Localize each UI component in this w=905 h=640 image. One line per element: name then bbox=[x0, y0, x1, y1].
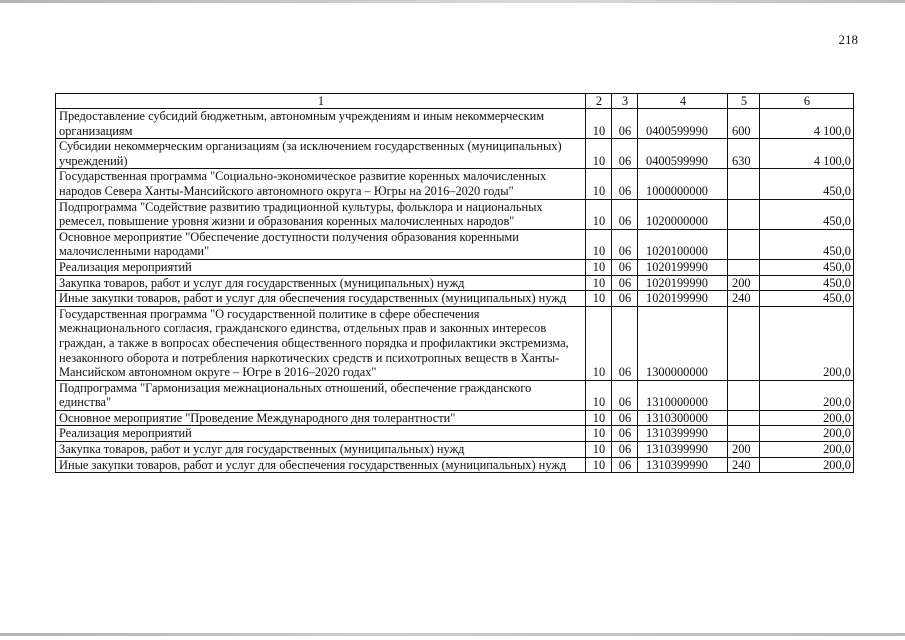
row-section: 10 bbox=[586, 306, 612, 380]
row-description: Реализация мероприятий bbox=[56, 426, 586, 442]
row-subsection: 06 bbox=[612, 457, 638, 473]
row-description: Закупка товаров, работ и услуг для государственных (муниципальных) нужд bbox=[56, 442, 586, 458]
row-subsection: 06 bbox=[612, 169, 638, 199]
row-amount: 450,0 bbox=[760, 275, 854, 291]
row-target-code: 1000000000 bbox=[638, 169, 728, 199]
row-description: Реализация мероприятий bbox=[56, 259, 586, 275]
row-expense-type: 600 bbox=[728, 109, 760, 139]
row-section: 10 bbox=[586, 139, 612, 169]
row-expense-type: 240 bbox=[728, 457, 760, 473]
row-expense-type: 240 bbox=[728, 291, 760, 307]
row-subsection: 06 bbox=[612, 139, 638, 169]
header-col-3: 3 bbox=[612, 94, 638, 109]
row-description: Основное мероприятие "Проведение Международного дня толерантности" bbox=[56, 410, 586, 426]
header-col-1: 1 bbox=[56, 94, 586, 109]
row-target-code: 1310399990 bbox=[638, 442, 728, 458]
row-section: 10 bbox=[586, 229, 612, 259]
header-col-2: 2 bbox=[586, 94, 612, 109]
row-target-code: 1310399990 bbox=[638, 457, 728, 473]
row-subsection: 06 bbox=[612, 380, 638, 410]
row-subsection: 06 bbox=[612, 199, 638, 229]
table-row bbox=[56, 229, 854, 259]
row-section: 10 bbox=[586, 275, 612, 291]
row-section: 10 bbox=[586, 199, 612, 229]
row-section: 10 bbox=[586, 259, 612, 275]
row-section: 10 bbox=[586, 169, 612, 199]
row-description: Подпрограмма "Содействие развитию традиционной культуры, фольклора и национальных ремесел, повышение уровня жизни и образования коренных малочисленных народов" bbox=[56, 199, 586, 229]
row-target-code: 0400599990 bbox=[638, 139, 728, 169]
row-expense-type bbox=[728, 229, 760, 259]
row-amount: 200,0 bbox=[760, 426, 854, 442]
table-row bbox=[56, 426, 854, 442]
scan-edge-top bbox=[0, 0, 905, 3]
row-amount: 200,0 bbox=[760, 442, 854, 458]
table-row bbox=[56, 169, 854, 199]
table-row bbox=[56, 139, 854, 169]
row-target-code: 1310300000 bbox=[638, 410, 728, 426]
table-row bbox=[56, 199, 854, 229]
row-expense-type bbox=[728, 380, 760, 410]
row-subsection: 06 bbox=[612, 275, 638, 291]
row-section: 10 bbox=[586, 291, 612, 307]
scan-edge-bottom bbox=[0, 633, 905, 636]
row-subsection: 06 bbox=[612, 259, 638, 275]
row-expense-type bbox=[728, 410, 760, 426]
row-subsection: 06 bbox=[612, 109, 638, 139]
row-description: Подпрограмма "Гармонизация межнациональных отношений, обеспечение гражданского единства" bbox=[56, 380, 586, 410]
row-amount: 450,0 bbox=[760, 259, 854, 275]
row-target-code: 1020199990 bbox=[638, 259, 728, 275]
row-target-code: 1310000000 bbox=[638, 380, 728, 410]
row-target-code: 1020000000 bbox=[638, 199, 728, 229]
table-row bbox=[56, 291, 854, 307]
table-row bbox=[56, 109, 854, 139]
row-section: 10 bbox=[586, 426, 612, 442]
row-target-code: 1020100000 bbox=[638, 229, 728, 259]
row-description: Основное мероприятие "Обеспечение доступности получения образования коренными малочисленными народами" bbox=[56, 229, 586, 259]
row-target-code: 1020199990 bbox=[638, 291, 728, 307]
row-amount: 200,0 bbox=[760, 380, 854, 410]
row-amount: 450,0 bbox=[760, 291, 854, 307]
table-row bbox=[56, 275, 854, 291]
row-section: 10 bbox=[586, 109, 612, 139]
row-description: Иные закупки товаров, работ и услуг для обеспечения государственных (муниципальных) нужд bbox=[56, 291, 586, 307]
row-expense-type bbox=[728, 259, 760, 275]
row-subsection: 06 bbox=[612, 426, 638, 442]
row-target-code: 1310399990 bbox=[638, 426, 728, 442]
row-expense-type: 630 bbox=[728, 139, 760, 169]
table-row bbox=[56, 442, 854, 458]
page-number: 218 bbox=[838, 32, 858, 47]
row-expense-type bbox=[728, 199, 760, 229]
row-description: Предоставление субсидий бюджетным, автономным учреждениям и иным некоммерческим организациям bbox=[56, 109, 586, 139]
header-col-6: 6 bbox=[760, 94, 854, 109]
table-row bbox=[56, 306, 854, 380]
header-col-4: 4 bbox=[638, 94, 728, 109]
row-subsection: 06 bbox=[612, 291, 638, 307]
row-amount: 450,0 bbox=[760, 199, 854, 229]
row-target-code: 1300000000 bbox=[638, 306, 728, 380]
header-col-5: 5 bbox=[728, 94, 760, 109]
row-expense-type bbox=[728, 306, 760, 380]
row-subsection: 06 bbox=[612, 229, 638, 259]
row-description: Субсидии некоммерческим организациям (за исключением государственных (муниципальных) учреждений) bbox=[56, 139, 586, 169]
row-amount: 200,0 bbox=[760, 410, 854, 426]
row-section: 10 bbox=[586, 380, 612, 410]
table-row bbox=[56, 380, 854, 410]
table-row bbox=[56, 259, 854, 275]
row-amount: 450,0 bbox=[760, 229, 854, 259]
table-header-row bbox=[56, 94, 854, 109]
budget-table bbox=[55, 93, 854, 473]
row-description: Государственная программа "О государственной политике в сфере обеспечения межнационального согласия, гражданского единства, отдельных прав и законных интересов граждан, а также в вопросах обеспечения общественного порядка и профилактики экстремизма, незаконного оборота и потребления наркотических средств и психотропных веществ в Ханты-Мансийском автономном округе – Югре в 2016–2020 годах" bbox=[56, 306, 586, 380]
row-amount: 200,0 bbox=[760, 457, 854, 473]
row-target-code: 1020199990 bbox=[638, 275, 728, 291]
row-section: 10 bbox=[586, 410, 612, 426]
row-expense-type bbox=[728, 169, 760, 199]
row-amount: 4 100,0 bbox=[760, 109, 854, 139]
row-expense-type: 200 bbox=[728, 275, 760, 291]
row-amount: 450,0 bbox=[760, 169, 854, 199]
row-subsection: 06 bbox=[612, 306, 638, 380]
row-expense-type: 200 bbox=[728, 442, 760, 458]
row-subsection: 06 bbox=[612, 442, 638, 458]
row-section: 10 bbox=[586, 457, 612, 473]
row-expense-type bbox=[728, 426, 760, 442]
row-amount: 200,0 bbox=[760, 306, 854, 380]
row-amount: 4 100,0 bbox=[760, 139, 854, 169]
row-description: Иные закупки товаров, работ и услуг для обеспечения государственных (муниципальных) нужд bbox=[56, 457, 586, 473]
table-row bbox=[56, 457, 854, 473]
row-section: 10 bbox=[586, 442, 612, 458]
row-description: Государственная программа "Социально-экономическое развитие коренных малочисленных народов Севера Ханты-Мансийского автономного округа – Югры на 2016–2020 годы" bbox=[56, 169, 586, 199]
table-row bbox=[56, 410, 854, 426]
row-target-code: 0400599990 bbox=[638, 109, 728, 139]
row-subsection: 06 bbox=[612, 410, 638, 426]
row-description: Закупка товаров, работ и услуг для государственных (муниципальных) нужд bbox=[56, 275, 586, 291]
